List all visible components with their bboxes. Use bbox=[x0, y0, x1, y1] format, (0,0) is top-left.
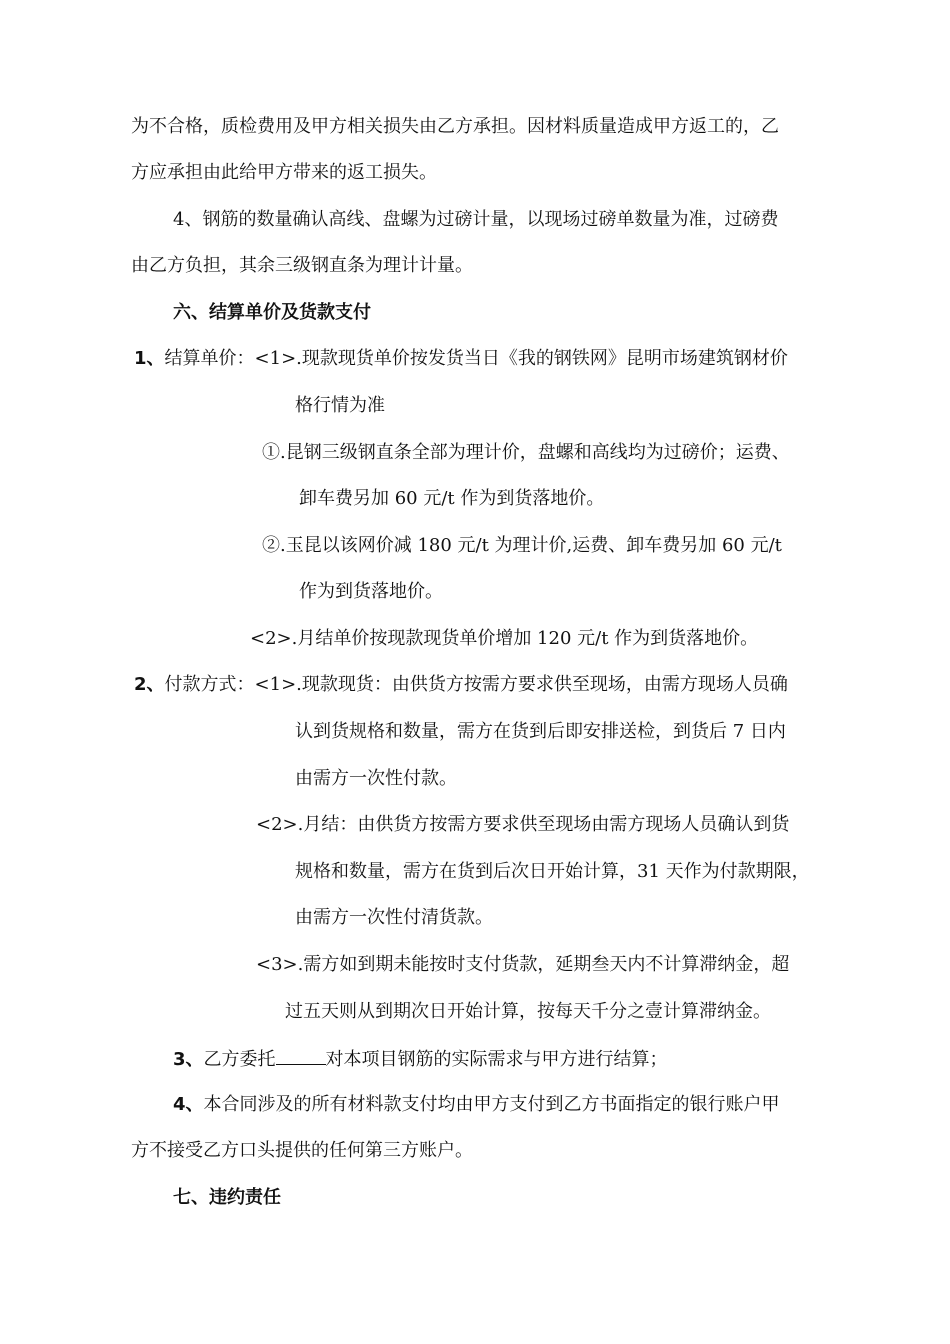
blank-fill-field[interactable] bbox=[276, 1046, 326, 1065]
item-1-sub-1: 卸车费另加 60 元/t 作为到货落地价。 bbox=[299, 488, 605, 509]
item-1-sub-3: <2>.月结单价按现款现货单价增加 120 元/t 作为到货落地价。 bbox=[250, 628, 759, 649]
item-4-line bbox=[173, 1093, 780, 1117]
item-number: 3、 bbox=[173, 1049, 204, 1070]
item-number: 2、 bbox=[134, 674, 165, 695]
item-number: 1、 bbox=[134, 348, 165, 369]
item-3-line bbox=[173, 1046, 668, 1072]
section-heading: 七、违约责任 bbox=[173, 1187, 281, 1208]
item-1-continuation: 格行情为准 bbox=[295, 395, 385, 416]
clause-4-line: 4、钢筋的数量确认高线、盘螺为过磅计量，以现场过磅单数量为准，过磅费 bbox=[173, 209, 779, 230]
item-text: 结算单价：<1>.现款现货单价按发货当日《我的钢铁网》昆明市场建筑钢材价 bbox=[164, 348, 788, 369]
item-2-continuation: 认到货规格和数量，需方在货到后即安排送检，到货后 7 日内 bbox=[295, 721, 786, 742]
clause-4-line: 由乙方负担，其余三级钢直条为理计计量。 bbox=[131, 255, 473, 276]
item-1-line bbox=[134, 347, 788, 371]
item-text: 付款方式：<1>.现款现货：由供货方按需方要求供至现场，由需方现场人员确 bbox=[164, 674, 788, 695]
item-1-sub-2: ②.玉昆以该网价减 180 元/t 为理计价,运费、卸车费另加 60 元/t bbox=[262, 535, 782, 556]
item-1-sub-1: ①.昆钢三级钢直条全部为理计价，盘螺和高线均为过磅价；运费、 bbox=[262, 442, 790, 463]
item-2-penalty: 过五天则从到期次日开始计算，按每天千分之壹计算滞纳金。 bbox=[285, 1001, 771, 1022]
item-2-monthly: 规格和数量，需方在货到后次日开始计算，31 天作为付款期限， bbox=[295, 861, 810, 882]
item-text: 乙方委托 bbox=[203, 1049, 276, 1070]
item-2-monthly: <2>.月结：由供货方按需方要求供至现场由需方现场人员确认到货 bbox=[256, 814, 790, 835]
item-2-line bbox=[134, 673, 788, 697]
item-text: 对本项目钢筋的实际需求与甲方进行结算； bbox=[325, 1049, 668, 1070]
item-4-continuation: 方不接受乙方口头提供的任何第三方账户。 bbox=[131, 1140, 473, 1161]
item-text: 本合同涉及的所有材料款支付均由甲方支付到乙方书面指定的银行账户甲 bbox=[203, 1094, 780, 1115]
item-number: 4、 bbox=[173, 1094, 204, 1115]
paragraph-line: 为不合格，质检费用及甲方相关损失由乙方承担。因材料质量造成甲方返工的，乙 bbox=[131, 116, 779, 137]
paragraph-line: 方应承担由此给甲方带来的返工损失。 bbox=[131, 162, 437, 183]
section-heading: 六、结算单价及货款支付 bbox=[173, 302, 371, 323]
item-1-sub-2: 作为到货落地价。 bbox=[299, 581, 443, 602]
item-2-monthly: 由需方一次性付清货款。 bbox=[295, 907, 493, 928]
item-2-continuation: 由需方一次性付款。 bbox=[295, 768, 457, 789]
item-2-penalty: <3>.需方如到期未能按时支付货款，延期叁天内不计算滞纳金，超 bbox=[256, 954, 790, 975]
